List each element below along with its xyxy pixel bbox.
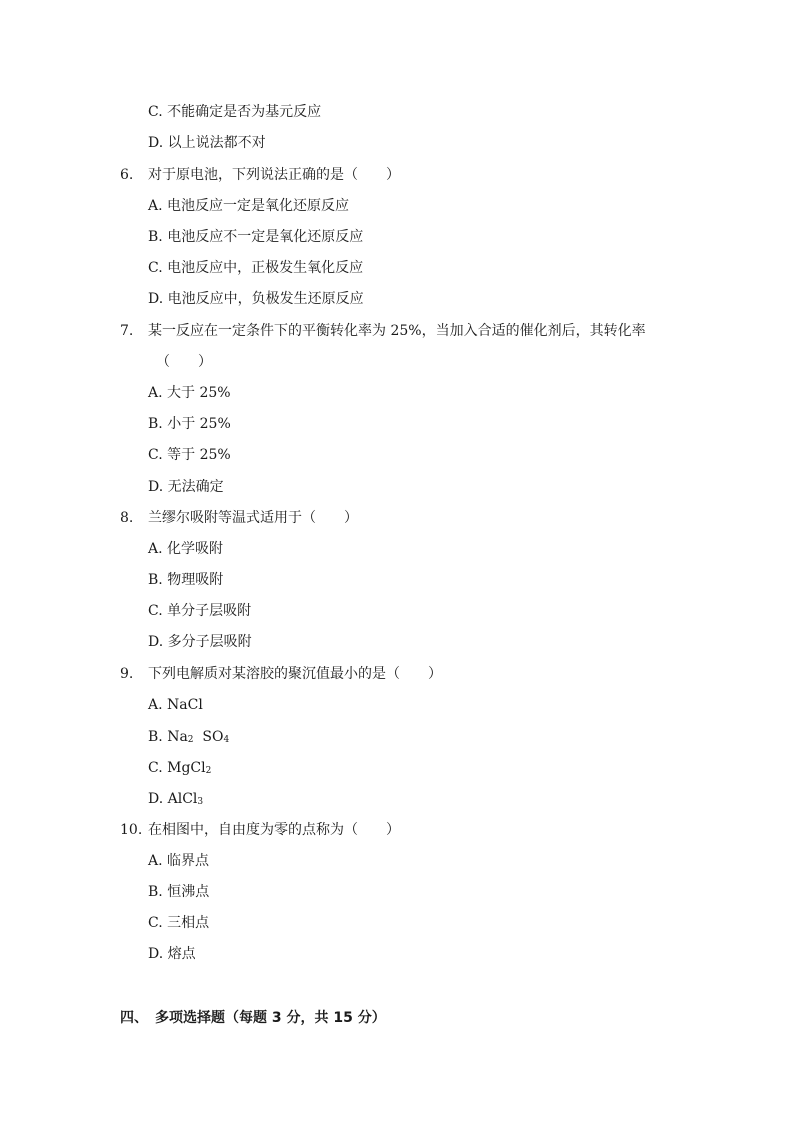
q7-option-c: C. 等于 25% <box>148 447 231 463</box>
section-heading: 四、 多项选择题（每题 3 分，共 15 分） <box>120 1010 386 1026</box>
q5-option-d: D. 以上说法都不对 <box>148 135 266 151</box>
q9-option-d-text: D. AlCl <box>148 791 198 807</box>
q10-option-b: B. 恒沸点 <box>148 884 210 900</box>
q10-option-a: A. 临界点 <box>148 853 210 869</box>
q10-option-d: D. 熔点 <box>148 946 196 962</box>
q10-option-c: C. 三相点 <box>148 915 210 931</box>
q9-option-c-text: C. MgCl <box>148 760 206 776</box>
q8-stem: 兰缪尔吸附等温式适用于（ ） <box>148 510 358 526</box>
q9-option-d <box>148 790 203 811</box>
q9-option-b-text: B. Na <box>148 729 188 745</box>
q7-number: 7. <box>120 323 134 339</box>
q6-option-b: B. 电池反应不一定是氧化还原反应 <box>148 229 364 245</box>
q8-option-d: D. 多分子层吸附 <box>148 634 252 650</box>
q9-option-c <box>148 759 211 780</box>
q9-option-b-subscript-2: 4 <box>223 735 230 745</box>
q6-number: 6. <box>120 167 134 183</box>
q9-option-b-text-2: SO <box>193 729 224 745</box>
q6-option-c: C. 电池反应中，正极发生氧化反应 <box>148 260 364 276</box>
q7-option-a: A. 大于 25% <box>148 385 231 401</box>
q10-stem: 在相图中，自由度为零的点称为（ ） <box>148 822 400 838</box>
q5-option-c: C. 不能确定是否为基元反应 <box>148 104 322 120</box>
q7-stem: 某一反应在一定条件下的平衡转化率为 25%，当加入合适的催化剂后，其转化率 <box>148 323 646 339</box>
q7-stem-blank: （ ） <box>156 354 212 370</box>
q8-option-a: A. 化学吸附 <box>148 541 224 557</box>
q9-option-a: A. NaCl <box>148 697 203 713</box>
q6-stem: 对于原电池，下列说法正确的是（ ） <box>148 167 400 183</box>
q9-option-b <box>148 728 229 749</box>
q9-number: 9. <box>120 666 134 682</box>
q7-option-b: B. 小于 25% <box>148 416 231 432</box>
q9-stem: 下列电解质对某溶胶的聚沉值最小的是（ ） <box>148 666 442 682</box>
q9-option-c-subscript: 2 <box>205 766 212 776</box>
q10-number: 10. <box>120 822 143 838</box>
q8-option-c: C. 单分子层吸附 <box>148 603 252 619</box>
q9-option-b-subscript-1: 2 <box>187 735 194 745</box>
q8-option-b: B. 物理吸附 <box>148 572 224 588</box>
q7-option-d: D. 无法确定 <box>148 479 224 495</box>
q6-option-d: D. 电池反应中，负极发生还原反应 <box>148 291 364 307</box>
q9-option-d-subscript: 3 <box>197 797 204 807</box>
q8-number: 8. <box>120 510 134 526</box>
q6-option-a: A. 电池反应一定是氧化还原反应 <box>148 198 350 214</box>
